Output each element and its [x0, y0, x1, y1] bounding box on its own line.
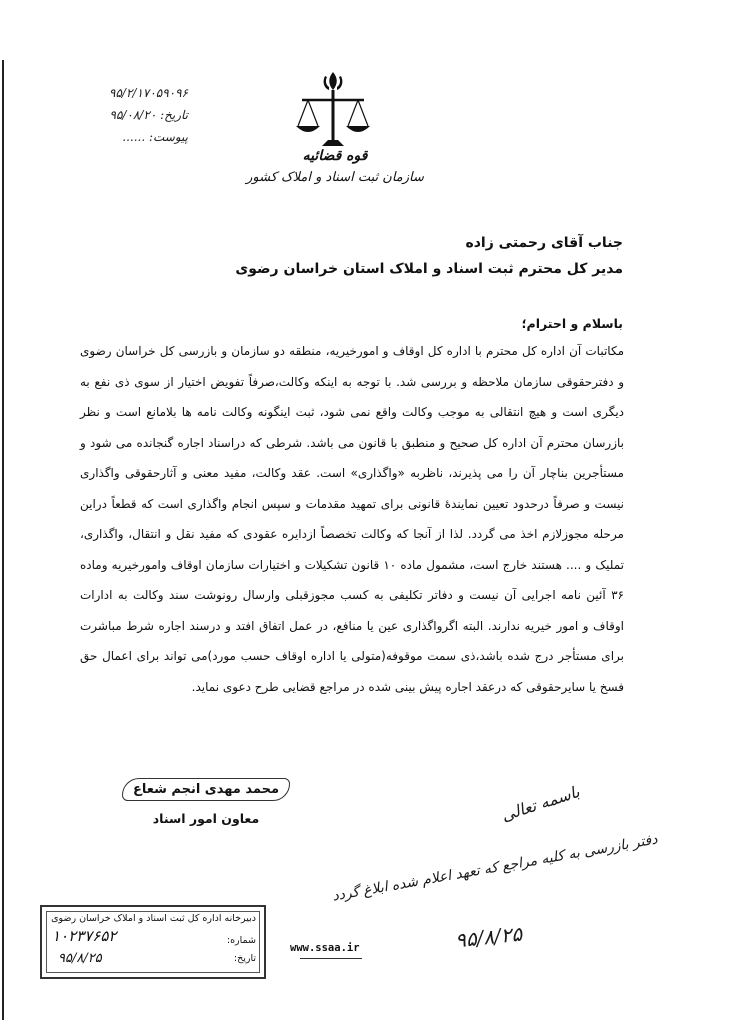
signature-block	[122, 778, 290, 826]
greeting: باسلام و احترام؛	[521, 316, 623, 331]
footer-underline	[300, 958, 362, 959]
stamp-date: ۹۵/۸/۲۵	[58, 951, 102, 966]
letter-meta	[38, 82, 188, 148]
stamp-date-label: تاریخ:	[233, 953, 256, 964]
handwritten-instruction: دفتر بازرسی به کلیه مراجع که تعهد اعلام شده ابلاغ گردد	[331, 831, 659, 905]
signer-name: محمد مهدی انجم شعاع	[122, 778, 290, 801]
stamp-number-label: شماره:	[226, 935, 256, 946]
addressee-name: جناب آقای رحمتی زاده	[465, 235, 623, 251]
letter-attachment: پیوست: ......	[122, 130, 188, 144]
organization-name	[240, 148, 430, 185]
signer-title: معاون امور اسناد	[152, 811, 260, 826]
org-line-registry: سازمان ثبت اسناد و املاک کشور	[246, 170, 424, 185]
letter-body: مکاتبات آن اداره کل محترم با اداره کل اوقاف و امورخیریه، منطقه دو سازمان و بازرسی کل خراسان رضوی و دفترحقوقی سازمان ملاحظه و بررسی شد. با توجه به اینکه وکالت،صرفاً تفویض اختیار از سوی ذی نفع به دیگری است و هیچ انتقالی به موجب وکالت واقع نمی شود، ثبت اینگونه وکالت نامه ها بلامانع است و نظر بازرسان محترم آن اداره کل صحیح و منطبق با قانون می باشد. شرطی که دراسناد اجاره گنجانده می شود و مستأجرین بناچار آن را می پذیرند، ناظربه «واگذاری» است. عقد وکالت، مفید معنی و آثارحقوقی واگذاری نیست و صرفاً درحدود تعیین نمایندهٔ قانونی برای تمهید مقدمات و سپس انجام واگذاری است که قطعاً دراین مرحله مجوزلازم اخذ می گردد. لذا از آنجا که وکالت تخصصاً ازدایره عقودی که مفید نقل و انتقال، واگذاری، تملیک و .... هستند خارج است، مشمول ماده ۱۰ قانون تشکیلات و اختیارات سازمان اوقاف وامورخیریه وماده ۳۶ آئین نامه اجرایی آن نیست و دفاتر تکلیفی به کسب مجوزقبلی وارسال رونوشت سند وکالت به ادارات اوقاف و امور خیریه ندارند. البته اگرواگذاری عین یا منافع، در عمل اتفاق افتد و درسند اجاره شرط مباشرت برای مستأجر درج شده باشد،ذی سمت موقوفه(متولی یا اداره اوقاف حسب مورد)می تواند برای اعمال حق فسخ یا سایرحقوقی که درعقد اجاره پیش بینی شده در مراجع قضایی طرح دعوی نماید.	[80, 344, 624, 694]
addressee-title: مدیر کل محترم ثبت اسناد و املاک استان خراسان رضوی	[235, 261, 623, 277]
page-edge-line	[2, 60, 4, 1020]
letter-date: تاریخ: ۹۵/۰۸/۲۰	[109, 108, 188, 122]
addressee	[235, 230, 623, 282]
handwritten-heading: باسمه تعالی	[499, 781, 582, 826]
judiciary-emblem-icon	[292, 70, 374, 150]
letter-number: ۹۵/۲/۱۷۰۵۹۰۹۶	[109, 86, 188, 100]
org-line-judiciary: قوه قضائیه	[302, 148, 368, 164]
stamp-number: ۱۰۲۳۷۶۵۲	[52, 927, 117, 945]
footer-website: www.ssaa.ir	[290, 942, 360, 954]
registry-stamp	[40, 905, 266, 979]
handwritten-date: ۹۵/۸/۲۵	[453, 921, 524, 953]
stamp-title: دبیرخانه اداره کل ثبت اسناد و املاک خراسان رضوی	[51, 913, 256, 924]
